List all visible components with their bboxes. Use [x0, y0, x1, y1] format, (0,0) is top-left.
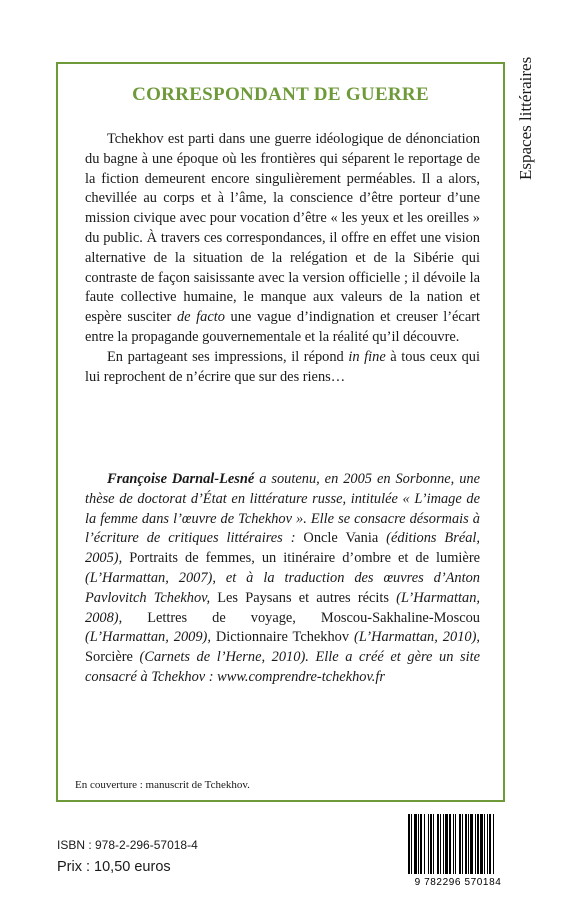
barcode-bar [468, 814, 469, 874]
author-name: Françoise Darnal-Lesné [107, 471, 255, 487]
barcode-bar [443, 814, 444, 874]
synopsis [85, 130, 480, 387]
barcode-bar [455, 814, 456, 874]
barcode-bar [489, 814, 491, 874]
back-cover-frame [56, 62, 505, 802]
barcode-bar [437, 814, 439, 874]
barcode-bar [428, 814, 429, 874]
barcode-bar [459, 814, 461, 874]
barcode-bar [445, 814, 448, 874]
barcode-bar [493, 814, 494, 874]
cover-credit: En couverture : manuscrit de Tchekhov. [75, 779, 250, 791]
barcode-bar [418, 814, 419, 874]
barcode-bar [453, 814, 454, 874]
barcode-bar [487, 814, 488, 874]
barcode-digits: 9 782296 570184 [414, 877, 502, 888]
barcode [405, 812, 511, 888]
barcode-bar [414, 814, 417, 874]
barcode-bar [424, 814, 425, 874]
barcode-bar [465, 814, 467, 874]
barcode-bar [475, 814, 476, 874]
barcode-bar [480, 814, 483, 874]
barcode-bar [433, 814, 434, 874]
barcode-bars [408, 814, 494, 874]
price: Prix : 10,50 euros [57, 859, 171, 875]
barcode-bar [477, 814, 479, 874]
synopsis-paragraph-1: Tchekhov est parti dans une guerre idéologique de dénonciation du bagne à une époque où les frontières qui séparent le reportage de la fiction demeurent encore singulièrement perméables. Il a alors, chevillée au corps et à l’âme, la conscience d’être porteur d’une mission civique avec pour vocation d’être « les yeux et les oreilles » du public. À travers ces correspondances, il offre en effet une vision alternative de la situation de la relégation et de la Sibérie qui contraste de façon saisissante avec la version officielle ; il dévoile la faute collective humaine, le manque aux valeurs de la nation et espère susciter de facto une vague d’indignation et creuser l’écart entre la propagande gouvernementale et la réalité qu’il découvre. [85, 131, 480, 345]
barcode-bar [440, 814, 441, 874]
series-label: Espaces littéraires [516, 56, 535, 180]
isbn: ISBN : 978-2-296-57018-4 [57, 838, 198, 852]
barcode-bar [470, 814, 473, 874]
barcode-bar [430, 814, 432, 874]
barcode-bar [462, 814, 463, 874]
author-bio: Françoise Darnal-Lesné a soutenu, en 2005 en Sorbonne, une thèse de doctorat d’État en littérature russe, intitulée « L’image de la femme dans l’œuvre de Tchekhov ». Elle se consacre désormais à l’écriture de critiques littéraires : Oncle Vania (éditions Bréal, 2005), Portraits de femmes, un itinéraire d’ombre et de lumière (L’Harmattan, 2007), et à la traduction des œuvres d’Anton Pavlovitch Tchekhov, Les Paysans et autres récits (L’Harmattan, 2008), Lettres de voyage, Moscou-Sakhaline-Moscou (L’Harmattan, 2009), Dictionnaire Tchekhov (L’Harmattan, 2010), Sorcière (Carnets de l’Herne, 2010). Elle a créé et gère un site consacré à Tchekhov : www.comprendre-tchekhov.fr [85, 471, 481, 685]
barcode-bar [411, 814, 412, 874]
barcode-bar [420, 814, 422, 874]
barcode-bar [484, 814, 485, 874]
book-title: CORRESPONDANT DE GUERRE [132, 84, 429, 105]
barcode-bar [408, 814, 410, 874]
barcode-bar [449, 814, 451, 874]
synopsis-paragraph-2: En partageant ses impressions, il répond in fine à tous ceux qui lui reprochent de n’écrire que sur des riens… [85, 348, 480, 385]
